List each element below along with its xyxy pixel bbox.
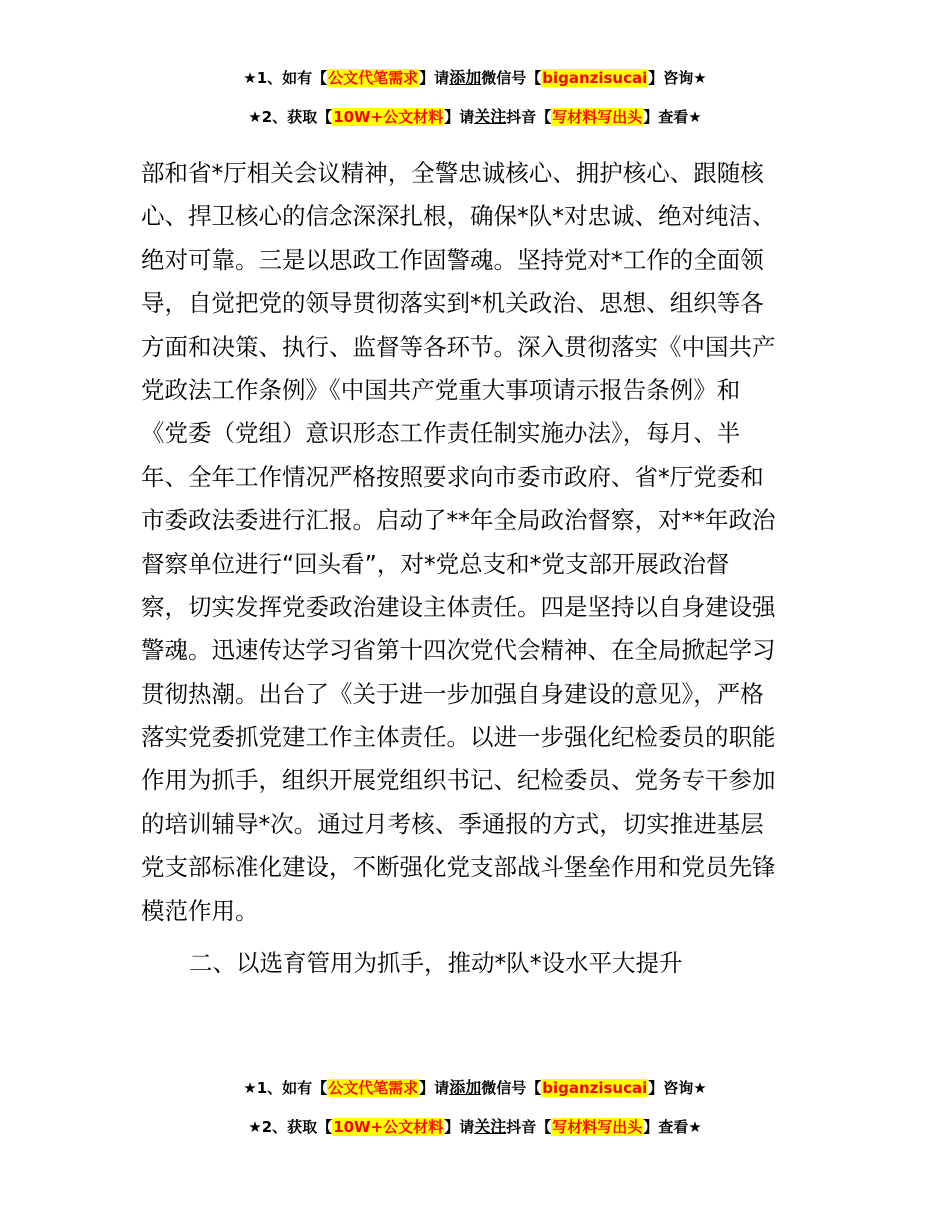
body-line: 模范作用。: [141, 896, 259, 925]
top-banner-line-1: [0, 68, 950, 88]
body-line: 落实党委抓党建工作主体责任。以进一步强化纪检委员的职能: [141, 723, 776, 752]
banner-text: 抖音【: [506, 1118, 552, 1136]
banner-emphasis: 添加: [449, 1078, 482, 1097]
banner-highlight: 10W+公文材料: [333, 108, 444, 126]
body-line: 察，切实发挥党委政治建设主体责任。四是坚持以自身建设强: [141, 592, 776, 621]
banner-text: 抖音【: [506, 108, 552, 126]
body-line: 绝对可靠。三是以思政工作固警魂。坚持党对*工作的全面领: [141, 245, 764, 274]
body-line: 作用为抓手，组织开展党组织书记、纪检委员、党务专干参加: [141, 766, 776, 795]
banner-highlight: 公文代笔需求: [328, 69, 419, 87]
body-line: 贯彻热潮。出台了《关于进一步加强自身建设的意见》，严格: [141, 679, 764, 708]
body-line: 党政法工作条例》《中国共产党重大事项请示报告条例》和: [141, 375, 741, 404]
banner-text: 微信号【: [481, 1079, 542, 1097]
body-line: 导，自觉把党的领导贯彻落实到*机关政治、思想、组织等各: [141, 289, 764, 318]
banner-emphasis: 添加: [449, 68, 482, 87]
banner-wechat-id: biganzisucai: [542, 1079, 648, 1097]
banner-text: 】请: [419, 1079, 450, 1097]
body-line: 心、捍卫核心的信念深深扎根，确保*队*对忠诚、绝对纯洁、: [141, 202, 776, 231]
banner-text: 】查看★: [643, 1118, 702, 1136]
top-banner-line-2: [0, 107, 950, 127]
body-line: 年、全年工作情况严格按照要求向市委市政府、省*厅党委和: [141, 462, 764, 491]
body-line: 督察单位进行“回头看”，对*党总支和*党支部开展政治督: [141, 549, 730, 578]
bottom-banner-line-1: [0, 1078, 950, 1098]
body-line: 部和省*厅相关会议精神，全警忠诚核心、拥护核心、跟随核: [141, 159, 764, 187]
banner-text: 】查看★: [643, 108, 702, 126]
body-line: 方面和决策、执行、监督等各环节。深入贯彻落实《中国共产: [141, 332, 776, 361]
body-line: 的培训辅导*次。通过月考核、季通报的方式，切实推进基层: [141, 809, 764, 838]
banner-highlight: 10W+公文材料: [333, 1118, 444, 1136]
banner-text: 】咨询★: [648, 69, 707, 87]
body-paragraph: [141, 152, 813, 933]
banner-emphasis: 关注: [474, 107, 507, 126]
banner-highlight: 公文代笔需求: [328, 1079, 419, 1097]
banner-text: 】请: [419, 69, 450, 87]
body-line: 警魂。迅速传达学习省第十四次党代会精神、在全局掀起学习: [141, 636, 776, 665]
banner-text: 】请: [444, 108, 475, 126]
banner-text: 】请: [444, 1118, 475, 1136]
body-line: 市委政法委进行汇报。启动了**年全局政治督察，对**年政治: [141, 506, 776, 535]
banner-text: ★2、获取【: [248, 1118, 333, 1136]
body-line: 《党委（党组）意识形态工作责任制实施办法》，每月、半: [141, 419, 741, 448]
banner-emphasis: 关注: [474, 1117, 507, 1136]
body-line: 党支部标准化建设，不断强化党支部战斗堡垒作用和党员先锋: [141, 853, 776, 882]
banner-text: 微信号【: [481, 69, 542, 87]
banner-text: 】咨询★: [648, 1079, 707, 1097]
banner-wechat-id: biganzisucai: [542, 69, 648, 87]
banner-douyin-id: 写材料写出头: [552, 1118, 643, 1136]
banner-text: ★1、如有【: [243, 69, 328, 87]
section-heading: 二、以选育管用为抓手，推动*队*设水平大提升: [189, 949, 683, 977]
banner-text: ★1、如有【: [243, 1079, 328, 1097]
bottom-banner-line-2: [0, 1117, 950, 1137]
banner-douyin-id: 写材料写出头: [552, 108, 643, 126]
banner-text: ★2、获取【: [248, 108, 333, 126]
